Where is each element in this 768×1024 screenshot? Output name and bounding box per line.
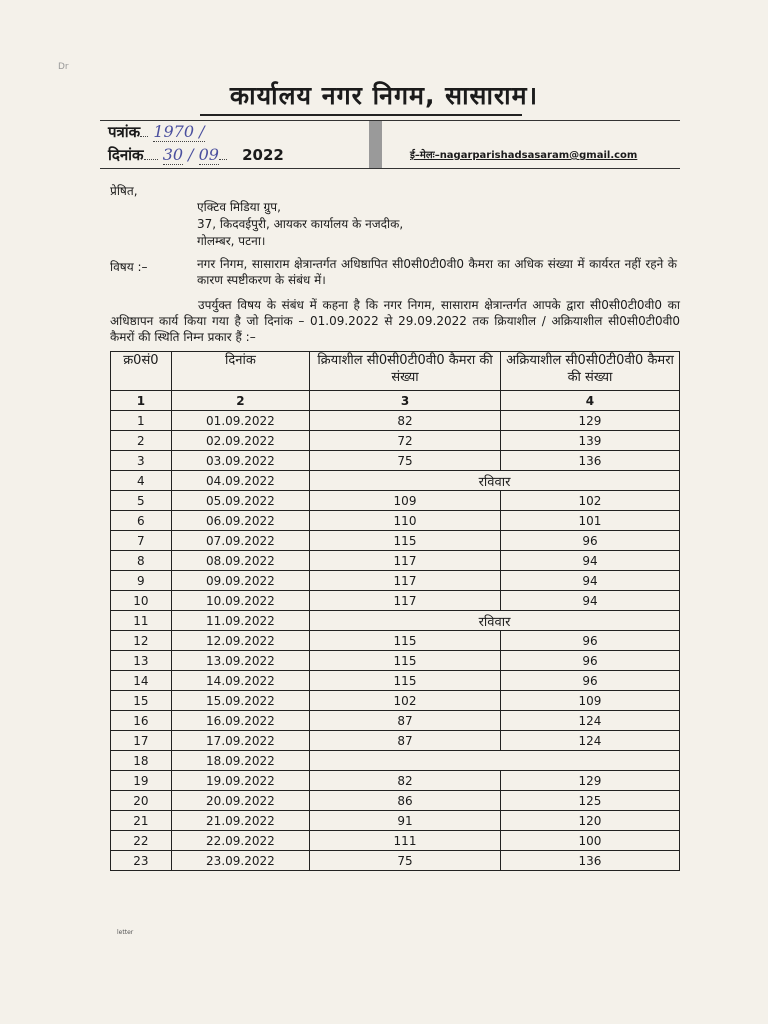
- cell-serial: 1: [111, 411, 172, 431]
- table-row: [111, 791, 680, 811]
- col-number-2: 2: [171, 391, 309, 411]
- table-row: [111, 771, 680, 791]
- cell-date: 08.09.2022: [171, 551, 309, 571]
- table-row: [111, 651, 680, 671]
- cell-date: 06.09.2022: [171, 511, 309, 531]
- cell-holiday: रविवार: [310, 471, 680, 491]
- cell-working: 72: [310, 431, 501, 451]
- corner-mark: Dr: [58, 62, 69, 72]
- cell-working: 115: [310, 671, 501, 691]
- header-serial: क्र0सं0: [111, 352, 172, 391]
- cell-working: 75: [310, 851, 501, 871]
- cell-working: 117: [310, 571, 501, 591]
- cell-serial: 17: [111, 731, 172, 751]
- cell-working: 91: [310, 811, 501, 831]
- table-header-row: [111, 352, 680, 391]
- cell-date: 07.09.2022: [171, 531, 309, 551]
- header-divider-block: [369, 121, 382, 168]
- cell-date: 17.09.2022: [171, 731, 309, 751]
- cell-serial: 3: [111, 451, 172, 471]
- cell-nonworking: 109: [500, 691, 679, 711]
- table-row: [111, 531, 680, 551]
- table-row: [111, 551, 680, 571]
- cell-date: 02.09.2022: [171, 431, 309, 451]
- cell-date: 14.09.2022: [171, 671, 309, 691]
- header-working: क्रियाशील सी0सी0टी0वी0 कैमरा की संख्या: [310, 352, 501, 391]
- cell-working: 87: [310, 731, 501, 751]
- cell-working: 82: [310, 411, 501, 431]
- cell-date: 05.09.2022: [171, 491, 309, 511]
- table-row: [111, 831, 680, 851]
- table-row: [111, 851, 680, 871]
- footer-note: letter: [117, 929, 134, 936]
- cell-serial: 18: [111, 751, 172, 771]
- cell-working: 109: [310, 491, 501, 511]
- col-number-3: 3: [310, 391, 501, 411]
- cell-serial: 6: [111, 511, 172, 531]
- cell-date: 01.09.2022: [171, 411, 309, 431]
- header-rule-bottom: [100, 168, 680, 169]
- cell-working: 87: [310, 711, 501, 731]
- cell-serial: 7: [111, 531, 172, 551]
- cell-date: 15.09.2022: [171, 691, 309, 711]
- cell-nonworking: 100: [500, 831, 679, 851]
- cell-serial: 13: [111, 651, 172, 671]
- header-nonworking: अक्रियाशील सी0सी0टी0वी0 कैमरा की संख्या: [500, 352, 679, 391]
- cell-nonworking: 96: [500, 631, 679, 651]
- table-row: [111, 751, 680, 771]
- cell-serial: 20: [111, 791, 172, 811]
- table-row: [111, 571, 680, 591]
- cell-working: 115: [310, 631, 501, 651]
- cell-date: 09.09.2022: [171, 571, 309, 591]
- cell-serial: 12: [111, 631, 172, 651]
- cell-date: 20.09.2022: [171, 791, 309, 811]
- date-year: 2022: [242, 146, 284, 164]
- table-row: [111, 471, 680, 491]
- table-row: [111, 711, 680, 731]
- date-label: दिनांक: [108, 146, 144, 164]
- cell-working: 117: [310, 551, 501, 571]
- title-underline: [200, 114, 522, 116]
- cell-working: 110: [310, 511, 501, 531]
- cell-date: 19.09.2022: [171, 771, 309, 791]
- cell-serial: 10: [111, 591, 172, 611]
- cell-serial: 9: [111, 571, 172, 591]
- header-date: दिनांक: [171, 352, 309, 391]
- cell-nonworking: 94: [500, 551, 679, 571]
- subject-label: विषय :–: [110, 260, 148, 274]
- cell-nonworking: 94: [500, 591, 679, 611]
- cell-nonworking: 125: [500, 791, 679, 811]
- recipient-line-1: एक्टिव मिडिया ग्रुप,: [197, 200, 281, 214]
- cell-working: 111: [310, 831, 501, 851]
- cell-nonworking: 120: [500, 811, 679, 831]
- table-column-number-row: [111, 391, 680, 411]
- letter-number-value: 1970 /: [153, 122, 205, 141]
- cell-nonworking: 96: [500, 671, 679, 691]
- cell-serial: 8: [111, 551, 172, 571]
- cell-serial: 2: [111, 431, 172, 451]
- cell-nonworking: 96: [500, 531, 679, 551]
- table-row: [111, 611, 680, 631]
- recipient-label: प्रेषित,: [110, 184, 138, 198]
- cell-date: 10.09.2022: [171, 591, 309, 611]
- cell-date: 16.09.2022: [171, 711, 309, 731]
- cell-working: 115: [310, 531, 501, 551]
- table-row: [111, 631, 680, 651]
- date-month: 09: [198, 145, 219, 164]
- table-row: [111, 491, 680, 511]
- cell-working: 102: [310, 691, 501, 711]
- table-row: [111, 591, 680, 611]
- cell-working: 117: [310, 591, 501, 611]
- cell-nonworking: 129: [500, 771, 679, 791]
- table-row: [111, 411, 680, 431]
- cell-nonworking: 124: [500, 711, 679, 731]
- col-number-4: 4: [500, 391, 679, 411]
- header-rule-top: [100, 120, 680, 121]
- cell-working: 82: [310, 771, 501, 791]
- cell-nonworking: 129: [500, 411, 679, 431]
- table-row: [111, 511, 680, 531]
- recipient-line-3: गोलम्बर, पटना।: [197, 234, 266, 248]
- cell-nonworking: 136: [500, 451, 679, 471]
- cell-date: 03.09.2022: [171, 451, 309, 471]
- office-title: कार्यालय नगर निगम, सासाराम।: [229, 81, 539, 110]
- cell-serial: 14: [111, 671, 172, 691]
- table-row: [111, 731, 680, 751]
- cell-nonworking: 102: [500, 491, 679, 511]
- recipient-line-2: 37, किदवईपुरी, आयकर कार्यालय के नजदीक,: [197, 217, 404, 231]
- letter-date: दिनांक 30 / 09 2022: [108, 145, 284, 164]
- table-row: [111, 671, 680, 691]
- cell-serial: 4: [111, 471, 172, 491]
- cell-nonworking: 94: [500, 571, 679, 591]
- cell-serial: 21: [111, 811, 172, 831]
- cell-working: 115: [310, 651, 501, 671]
- cell-date: 13.09.2022: [171, 651, 309, 671]
- table-row: [111, 691, 680, 711]
- subject-text: नगर निगम, सासाराम क्षेत्रान्तर्गत अधिष्ठापित सी0सी0टी0वी0 कैमरा का अधिक संख्या में कार्यरत नहीं रहने के कारण स्पष्टीकरण के संबंध में।: [197, 257, 677, 287]
- cell-date: 23.09.2022: [171, 851, 309, 871]
- cell-nonworking: 124: [500, 731, 679, 751]
- cell-serial: 22: [111, 831, 172, 851]
- email-address: ई–मेलः–nagarparishadsasaram@gmail.com: [410, 150, 638, 161]
- cell-date: 12.09.2022: [171, 631, 309, 651]
- cell-date: 11.09.2022: [171, 611, 309, 631]
- letter-number-label: पत्रांक: [108, 123, 141, 141]
- cell-serial: 23: [111, 851, 172, 871]
- cell-date: 18.09.2022: [171, 751, 309, 771]
- cell-working: 86: [310, 791, 501, 811]
- date-day: 30: [162, 145, 184, 164]
- table-row: [111, 811, 680, 831]
- cell-date: 21.09.2022: [171, 811, 309, 831]
- cell-holiday: रविवार: [310, 611, 680, 631]
- cell-serial: 16: [111, 711, 172, 731]
- cell-working: 75: [310, 451, 501, 471]
- cell-serial: 5: [111, 491, 172, 511]
- table-row: [111, 431, 680, 451]
- cell-nonworking: 101: [500, 511, 679, 531]
- cell-nonworking: 139: [500, 431, 679, 451]
- cell-nonworking: 96: [500, 651, 679, 671]
- cell-date: 22.09.2022: [171, 831, 309, 851]
- body-paragraph: उपर्युक्त विषय के संबंध में कहना है कि नगर निगम, सासाराम क्षेत्रान्तर्गत आपके द्वारा सी0सी0टी0वी0 का अधिष्ठापन कार्य किया गया है जो दिनांक – 01.09.2022 से 29.09.2022 तक क्रियाशील / अक्रियाशील सी0सी0टी0वी0 कैमरों की स्थिति निम्न प्रकार हैं :–: [110, 298, 680, 344]
- cell-nonworking: 136: [500, 851, 679, 871]
- cell-serial: 19: [111, 771, 172, 791]
- cell-serial: 11: [111, 611, 172, 631]
- letter-number: [108, 122, 205, 142]
- cell-serial: 15: [111, 691, 172, 711]
- col-number-1: 1: [111, 391, 172, 411]
- camera-status-table: [110, 351, 680, 871]
- cell-date: 04.09.2022: [171, 471, 309, 491]
- table-row: [111, 451, 680, 471]
- cell-empty: [310, 751, 680, 771]
